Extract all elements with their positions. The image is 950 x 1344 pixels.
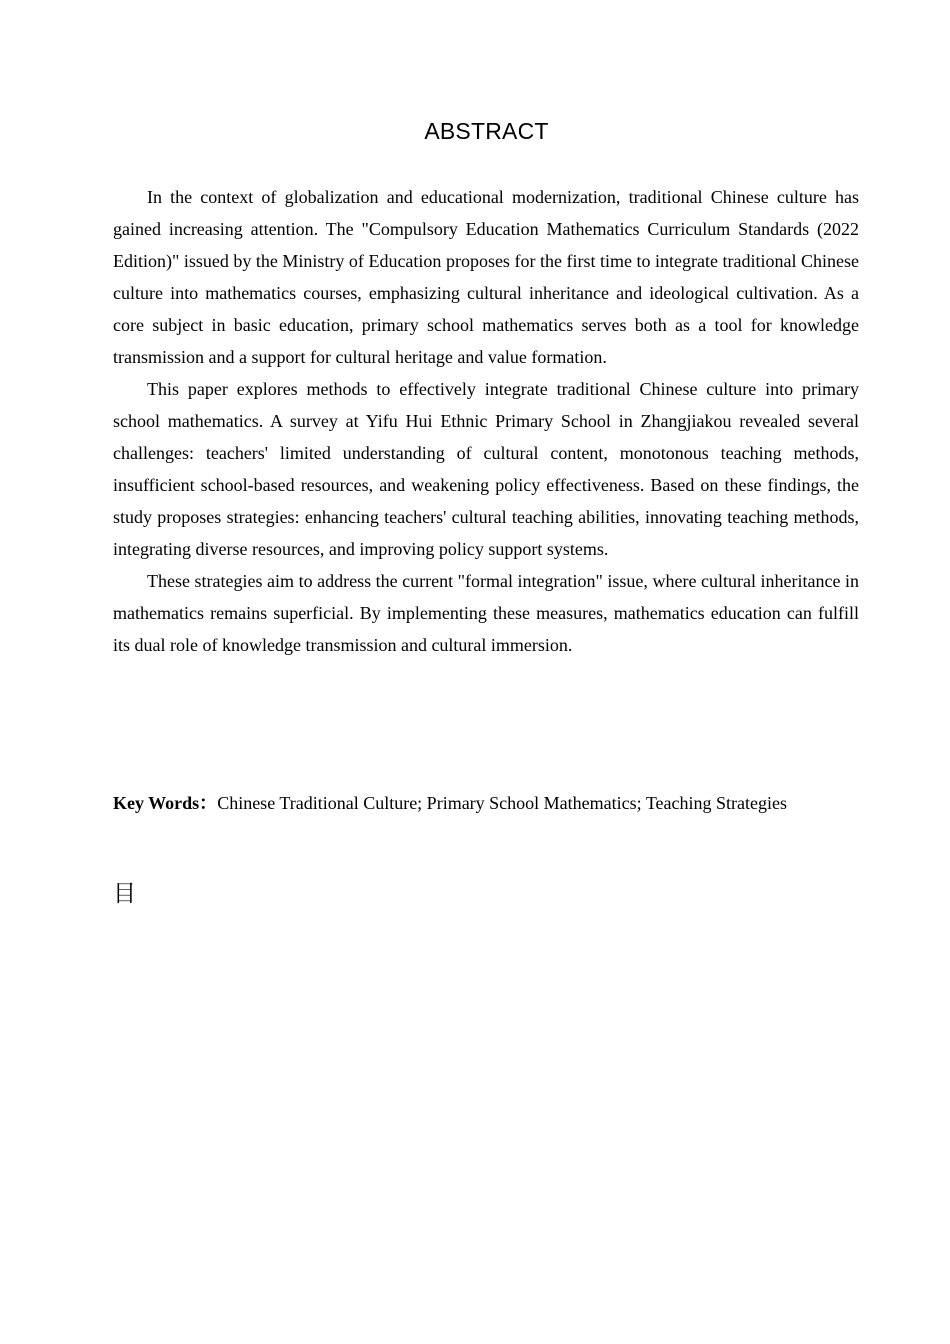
keywords-line xyxy=(113,787,873,819)
abstract-body xyxy=(113,181,859,661)
abstract-paragraph-3: These strategies aim to address the current "formal integration" issue, where cultural inheritance in mathematics remains superficial. By implementing these measures, mathematics education can fulfill its dual role of knowledge transmission and cultural immersion. xyxy=(113,571,859,655)
abstract-paragraph-1: In the context of globalization and educational modernization, traditional Chinese culture has gained increasing attention. The "Compulsory Education Mathematics Curriculum Standards (2022 Edition)" issued by the Ministry of Education proposes for the first time to integrate traditional Chinese culture into mathematics courses, emphasizing cultural inheritance and ideological cultivation. As a core subject in basic education, primary school mathematics serves both as a tool for knowledge transmission and a support for cultural heritage and value formation. xyxy=(113,187,859,367)
abstract-paragraph-2: This paper explores methods to effectively integrate traditional Chinese culture into primary school mathematics. A survey at Yifu Hui Ethnic Primary School in Zhangjiakou revealed several challenges: teachers' limited understanding of cultural content, monotonous teaching methods, insufficient school-based resources, and weakening policy effectiveness. Based on these findings, the study proposes strategies: enhancing teachers' cultural teaching abilities, innovating teaching methods, integrating diverse resources, and improving policy support systems. xyxy=(113,379,859,559)
abstract-title: ABSTRACT xyxy=(424,118,549,144)
keywords-label: Key Words： xyxy=(113,793,218,813)
toc-heading: 目 xyxy=(113,881,136,907)
keywords-text: Chinese Traditional Culture; Primary School Mathematics; Teaching Strategies xyxy=(217,793,788,813)
